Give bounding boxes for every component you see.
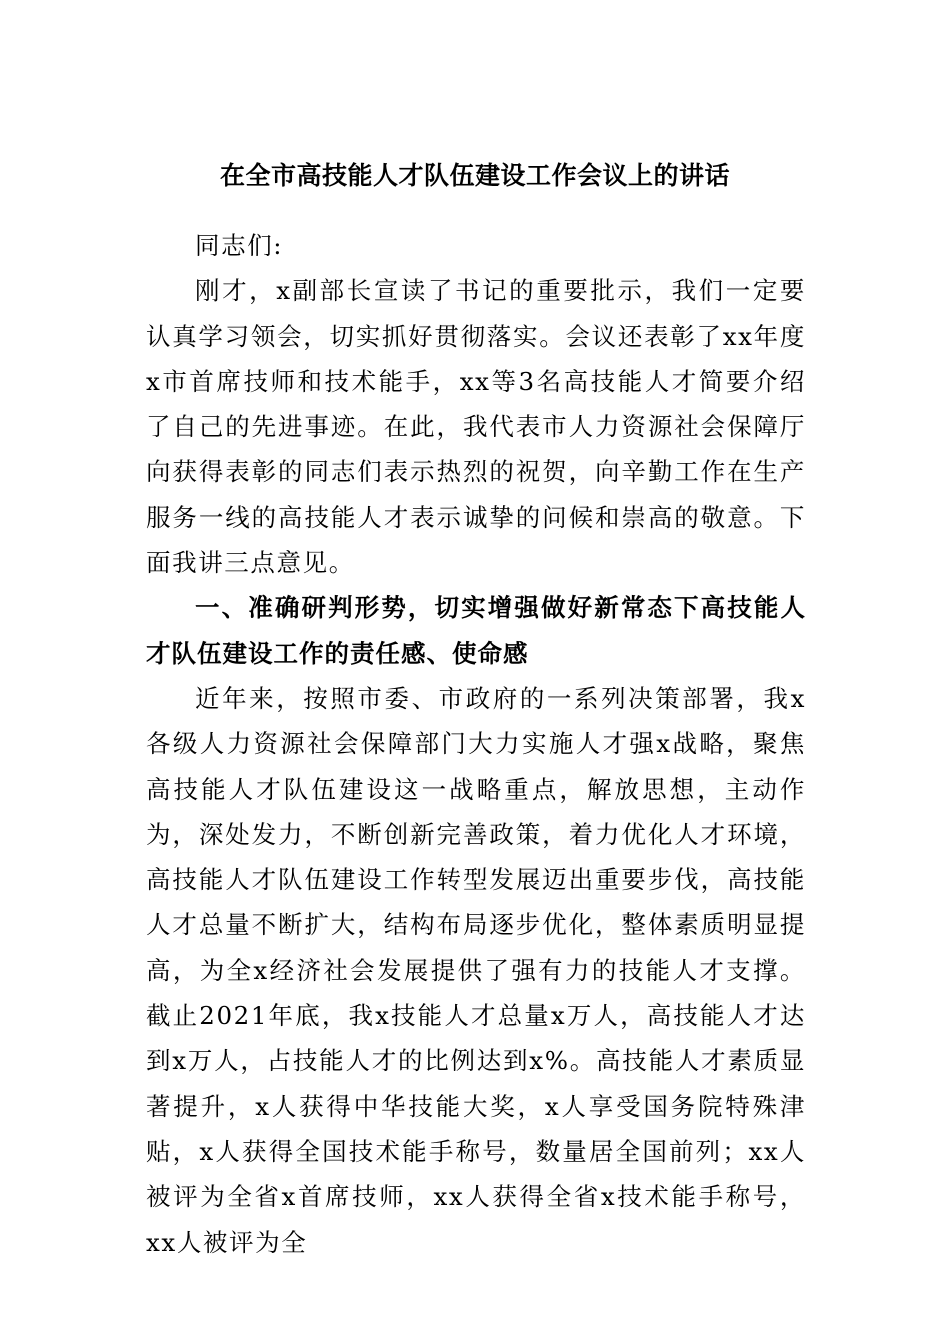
document-body [146,223,806,1265]
greeting: 同志们: [195,231,284,260]
document-title: 在全市高技能人才队伍建设工作会议上的讲话 [219,161,730,190]
section-one-paragraph: 近年来，按照市委、市政府的一系列决策部署，我x各级人力资源社会保障部门大力实施人才强x战略，聚焦高技能人才队伍建设这一战略重点，解放思想，主动作为，深处发力，不断创新完善政策，着力优化人才环境，高技能人才队伍建设工作转型发展迈出重要步伐，高技能人才总量不断扩大，结构布局逐步优化，整体素质明显提高，为全x经济社会发展提供了强有力的技能人才支撑。截止2021年底，我x技能人才总量x万人，高技能人才达到x万人，占技能人才的比例达到x%。高技能人才素质显著提升，x人获得中华技能大奖，x人享受国务院特殊津贴，x人获得全国技术能手称号，数量居全国前列；xx人被评为全省x首席技师，xx人获得全省x技术能手称号，xx人被评为全 [146,683,806,1257]
section-one-heading: 一、准确研判形势，切实增强做好新常态下高技能人才队伍建设工作的责任感、使命感 [146,593,806,668]
intro-paragraph: 刚才，x副部长宣读了书记的重要批示，我们一定要认真学习领会，切实抓好贯彻落实。会议还表彰了xx年度x市首席技师和技术能手，xx等3名高技能人才简要介绍了自己的先进事迹。在此，我代表市人力资源社会保障厅向获得表彰的同志们表示热烈的祝贺，向辛勤工作在生产服务一线的高技能人才表示诚挚的问候和崇高的敬意。下面我讲三点意见。 [146,276,806,578]
